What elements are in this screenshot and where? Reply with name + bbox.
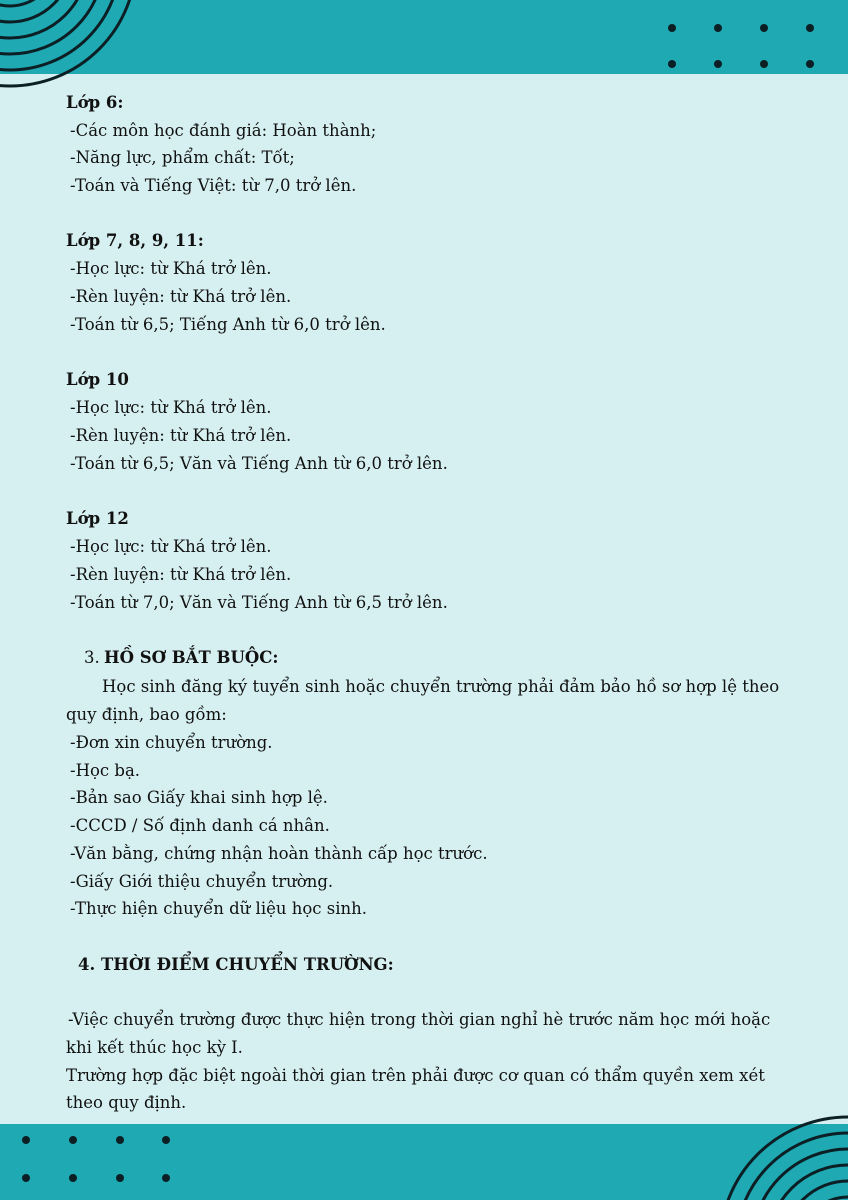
grade12-item: -Học lực: từ Khá trở lên. <box>70 537 272 556</box>
grade10-item: -Toán từ 6,5; Văn và Tiếng Anh từ 6,0 trở lên. <box>70 454 448 473</box>
grade10-item: -Rèn luyện: từ Khá trở lên. <box>70 426 292 445</box>
timing-line: theo quy định. <box>66 1093 187 1112</box>
grade10-title: Lớp 10 <box>66 370 129 389</box>
grade6-item: -Các môn học đánh giá: Hoàn thành; <box>70 121 377 140</box>
timing-line: Trường hợp đặc biệt ngoài thời gian trên phải được cơ quan có thẩm quyền xem xét <box>66 1066 765 1085</box>
timing-heading: 4. THỜI ĐIỂM CHUYỂN TRƯỜNG: <box>78 955 394 974</box>
grade7-11-item: -Rèn luyện: từ Khá trở lên. <box>70 287 292 306</box>
grade12-item: -Toán từ 7,0; Văn và Tiếng Anh từ 6,5 trở lên. <box>70 593 448 612</box>
grade12-title: Lớp 12 <box>66 509 129 528</box>
grade7-11-title: Lớp 7, 8, 9, 11: <box>66 231 204 250</box>
grade6-item: -Năng lực, phẩm chất: Tốt; <box>70 148 295 167</box>
documents-intro: quy định, bao gồm: <box>66 705 227 724</box>
grade7-11-item: -Toán từ 6,5; Tiếng Anh từ 6,0 trở lên. <box>70 315 386 334</box>
documents-item: -Thực hiện chuyển dữ liệu học sinh. <box>70 899 368 918</box>
documents-item: -Bản sao Giấy khai sinh hợp lệ. <box>70 788 328 807</box>
timing-line: -Việc chuyển trường được thực hiện trong thời gian nghỉ hè trước năm học mới hoặc <box>68 1010 771 1029</box>
documents-item: -Văn bằng, chứng nhận hoàn thành cấp học trước. <box>70 844 488 863</box>
grade6-item: -Toán và Tiếng Việt: từ 7,0 trở lên. <box>70 176 357 195</box>
documents-item: -Học bạ. <box>70 761 141 780</box>
grade7-11-item: -Học lực: từ Khá trở lên. <box>70 259 272 278</box>
documents-item: -Đơn xin chuyển trường. <box>70 733 273 752</box>
documents-number: 3. <box>84 648 100 667</box>
grade12-item: -Rèn luyện: từ Khá trở lên. <box>70 565 292 584</box>
grade10-item: -Học lực: từ Khá trở lên. <box>70 398 272 417</box>
documents-item: -Giấy Giới thiệu chuyển trường. <box>70 872 334 891</box>
documents-intro: Học sinh đăng ký tuyển sinh hoặc chuyển trường phải đảm bảo hồ sơ hợp lệ theo <box>102 677 780 696</box>
documents-heading: HỒ SƠ BẮT BUỘC: <box>104 648 279 667</box>
grade6-title: Lớp 6: <box>66 93 124 112</box>
timing-line: khi kết thúc học kỳ I. <box>66 1038 243 1057</box>
documents-item: -CCCD / Số định danh cá nhân. <box>70 816 330 835</box>
